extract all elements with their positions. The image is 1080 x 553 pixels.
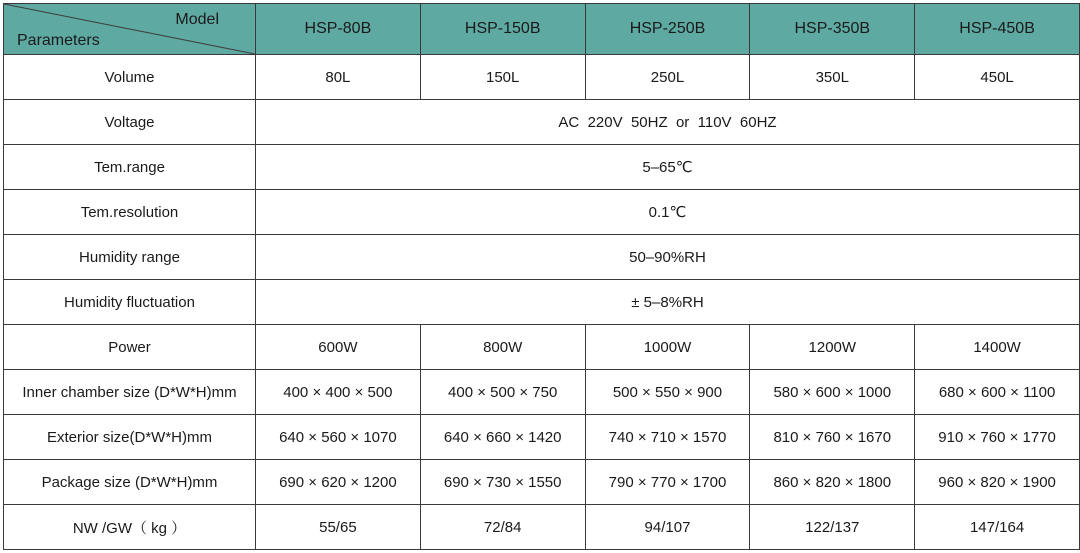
table-row xyxy=(4,55,1080,100)
parameter-label: Exterior size(D*W*H)mm xyxy=(4,415,256,460)
table-row xyxy=(4,370,1080,415)
parameter-label: Package size (D*W*H)mm xyxy=(4,460,256,505)
table-row xyxy=(4,145,1080,190)
spec-value: 150L xyxy=(420,55,585,100)
table-row xyxy=(4,100,1080,145)
spec-value: 640 × 660 × 1420 xyxy=(420,415,585,460)
spec-value: 400 × 400 × 500 xyxy=(256,370,421,415)
table-row xyxy=(4,415,1080,460)
spec-value: 680 × 600 × 1100 xyxy=(915,370,1080,415)
table-row xyxy=(4,190,1080,235)
corner-header-cell xyxy=(4,4,256,55)
header-row xyxy=(4,4,1080,55)
spec-table xyxy=(3,3,1080,550)
spec-value: 580 × 600 × 1000 xyxy=(750,370,915,415)
table-row xyxy=(4,325,1080,370)
spec-value: 740 × 710 × 1570 xyxy=(585,415,750,460)
spec-value: 690 × 730 × 1550 xyxy=(420,460,585,505)
model-header: HSP-450B xyxy=(915,4,1080,55)
spec-value: 690 × 620 × 1200 xyxy=(256,460,421,505)
spec-value: 147/164 xyxy=(915,505,1080,550)
spec-value-span: AC 220V 50HZ or 110V 60HZ xyxy=(256,100,1080,145)
spec-value: 1400W xyxy=(915,325,1080,370)
model-header: HSP-150B xyxy=(420,4,585,55)
spec-value: 600W xyxy=(256,325,421,370)
spec-value: 350L xyxy=(750,55,915,100)
spec-value: 1000W xyxy=(585,325,750,370)
spec-value: 122/137 xyxy=(750,505,915,550)
table-row xyxy=(4,280,1080,325)
spec-value: 400 × 500 × 750 xyxy=(420,370,585,415)
table-row xyxy=(4,460,1080,505)
parameter-label: NW /GW（ kg ） xyxy=(4,505,256,550)
spec-value: 55/65 xyxy=(256,505,421,550)
model-header: HSP-350B xyxy=(750,4,915,55)
model-header: HSP-80B xyxy=(256,4,421,55)
parameter-label: Humidity range xyxy=(4,235,256,280)
spec-value-span: 50–90%RH xyxy=(256,235,1080,280)
spec-value: 640 × 560 × 1070 xyxy=(256,415,421,460)
spec-value: 810 × 760 × 1670 xyxy=(750,415,915,460)
spec-value: 860 × 820 × 1800 xyxy=(750,460,915,505)
table-row xyxy=(4,235,1080,280)
spec-value-span: 5–65℃ xyxy=(256,145,1080,190)
model-header: HSP-250B xyxy=(585,4,750,55)
spec-value: 910 × 760 × 1770 xyxy=(915,415,1080,460)
parameter-label: Tem.resolution xyxy=(4,190,256,235)
spec-value: 800W xyxy=(420,325,585,370)
parameter-label: Volume xyxy=(4,55,256,100)
parameter-label: Humidity fluctuation xyxy=(4,280,256,325)
spec-value: 80L xyxy=(256,55,421,100)
parameter-label: Tem.range xyxy=(4,145,256,190)
parameter-label: Voltage xyxy=(4,100,256,145)
spec-value: 450L xyxy=(915,55,1080,100)
spec-value: 1200W xyxy=(750,325,915,370)
parameter-label: Inner chamber size (D*W*H)mm xyxy=(4,370,256,415)
spec-value: 790 × 770 × 1700 xyxy=(585,460,750,505)
spec-value: 250L xyxy=(585,55,750,100)
spec-value-span: 0.1℃ xyxy=(256,190,1080,235)
spec-value: 72/84 xyxy=(420,505,585,550)
spec-value: 960 × 820 × 1900 xyxy=(915,460,1080,505)
parameter-label: Power xyxy=(4,325,256,370)
corner-label-parameters: Parameters xyxy=(17,32,100,49)
table-row xyxy=(4,505,1080,550)
spec-value-span: ± 5–8%RH xyxy=(256,280,1080,325)
spec-value: 500 × 550 × 900 xyxy=(585,370,750,415)
spec-value: 94/107 xyxy=(585,505,750,550)
corner-label-model: Model xyxy=(175,11,219,28)
